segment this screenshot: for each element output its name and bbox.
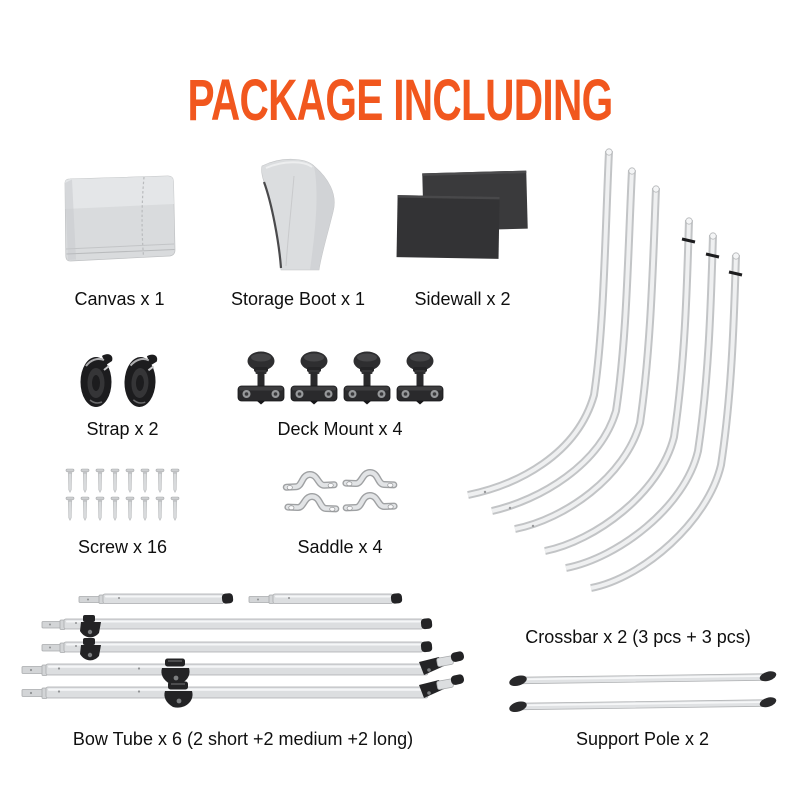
canvas-image: [56, 166, 184, 274]
item-screw: [50, 466, 195, 558]
deck-mount-image: [237, 350, 444, 406]
strap-label: Strap x 2: [86, 419, 159, 439]
item-storage-boot: [224, 156, 372, 310]
sidewall-label: Sidewall x 2: [414, 289, 511, 309]
item-deck-mount: [235, 350, 445, 440]
item-bow-tube: [18, 586, 468, 750]
bow-tube-label: Bow Tube x 6 (2 short +2 medium +2 long): [72, 729, 414, 749]
canvas-label: Canvas x 1: [74, 289, 165, 309]
item-support-pole: [500, 664, 785, 750]
bow-tube-image: [19, 586, 467, 714]
saddle-label: Saddle x 4: [297, 537, 383, 557]
item-crossbar: [450, 143, 780, 648]
crossbar-image: [455, 143, 775, 603]
crossbar-label: Crossbar x 2 (3 pcs + 3 pcs): [525, 627, 751, 647]
item-canvas: [42, 166, 197, 310]
storage-boot-label: Storage Boot x 1: [230, 289, 366, 309]
screw-label: Screw x 16: [77, 537, 168, 557]
item-strap: [55, 350, 190, 440]
support-pole-image: [503, 664, 783, 716]
item-saddle: [275, 466, 405, 558]
saddle-image: [281, 466, 399, 514]
screw-image: [60, 466, 185, 524]
support-pole-label: Support Pole x 2: [575, 729, 710, 749]
page-title: PACKAGE INCLUDING: [187, 68, 613, 133]
strap-image: [68, 350, 178, 408]
deck-mount-label: Deck Mount x 4: [277, 419, 403, 439]
storage-boot-image: [250, 156, 346, 276]
